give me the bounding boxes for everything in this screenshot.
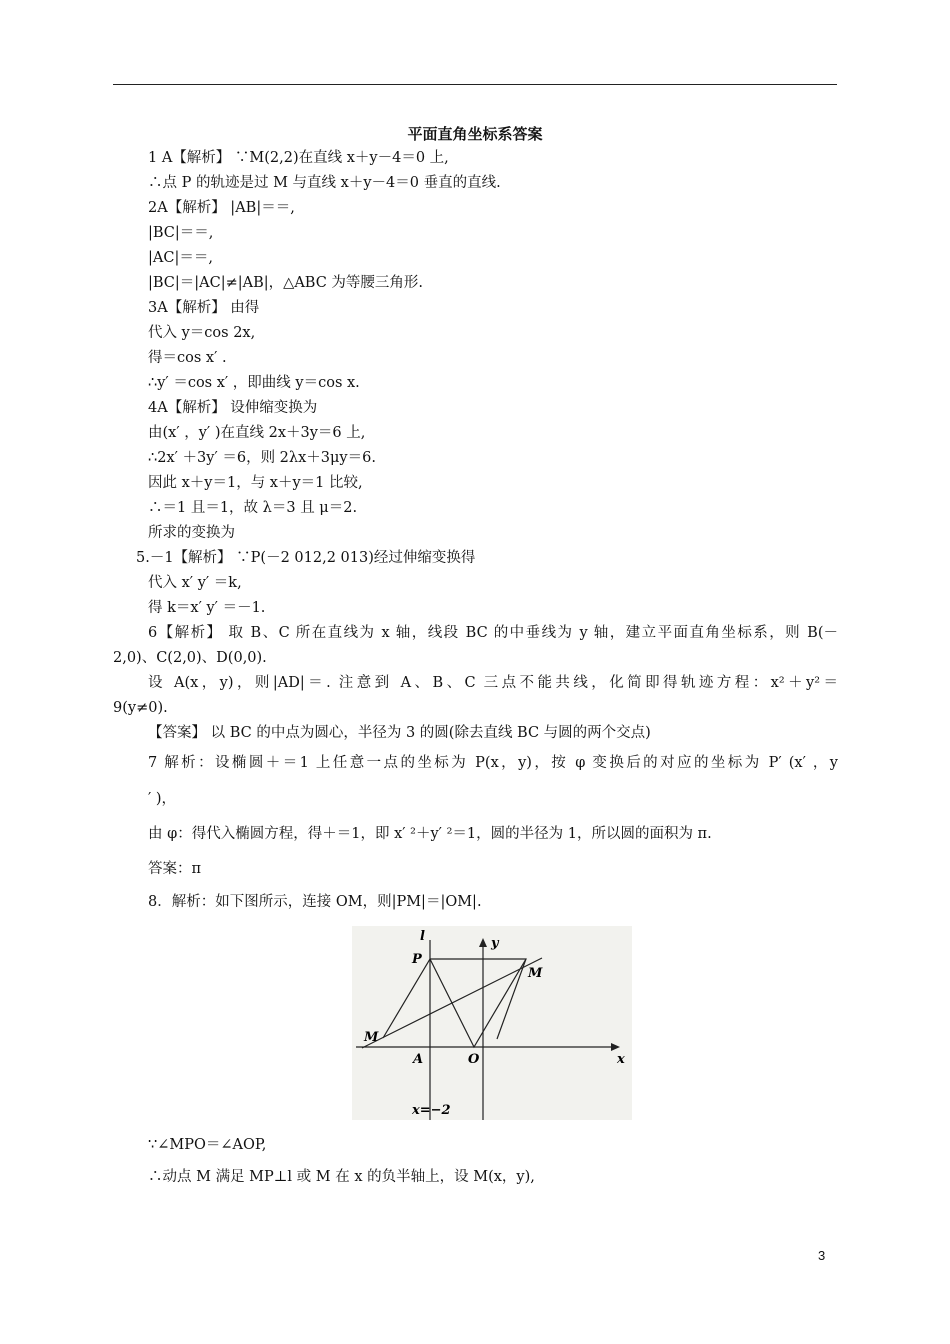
text-line: 4A【解析】 设伸缩变换为	[148, 400, 318, 416]
text-line: 答案：π	[148, 861, 202, 877]
label-x: x	[617, 1052, 625, 1067]
text-line: 因此 x＋y＝1，与 x＋y＝1 比较,	[148, 475, 363, 491]
text-line: 代入 y＝cos 2x,	[148, 325, 256, 341]
text-line: 9(y≠0).	[113, 700, 168, 716]
text-line: |BC|＝|AC|≠|AB|，△ABC 为等腰三角形.	[148, 275, 424, 291]
text-line: ∵∠MPO＝∠AOP,	[148, 1137, 267, 1153]
text-line: 2,0)、C(2,0)、D(0,0).	[113, 650, 267, 666]
text-line: 由 φ：得代入椭圆方程，得＋＝1，即 x′ ²＋y′ ²＝1，圆的半径为 1，所以圆的面积为 π.	[148, 826, 712, 842]
label-m-left: M	[364, 1030, 379, 1045]
text-line: ∴点 P 的轨迹是过 M 与直线 x＋y－4＝0 垂直的直线.	[148, 175, 501, 191]
label-m-right: M	[528, 966, 543, 981]
text-line: ∴动点 M 满足 MP⊥l 或 M 在 x 的负半轴上，设 M(x，y),	[148, 1169, 535, 1185]
page-number: 3	[818, 1248, 826, 1263]
text-line: ′ )，	[148, 791, 177, 807]
label-a: A	[413, 1052, 424, 1067]
label-o: O	[468, 1052, 480, 1067]
text-line: 所求的变换为	[148, 525, 235, 541]
text-line: 由(x′ ，y′ )在直线 2x＋3y＝6 上,	[148, 425, 366, 441]
geometry-figure	[352, 926, 632, 1120]
text-line: 5.－1【解析】 ∵P(－2 012,2 013)经过伸缩变换得	[136, 550, 476, 566]
label-y: y	[491, 936, 499, 951]
page-title: 平面直角坐标系答案	[407, 125, 543, 143]
label-p: P	[412, 952, 422, 967]
text-line: 代入 x′ y′ ＝k,	[148, 575, 242, 591]
text-line: |AC|＝＝,	[148, 250, 213, 266]
text-line: 7 解析：设椭圆＋＝1 上任意一点的坐标为 P(x，y)，按 φ 变换后的对应的坐标为 P′ (x′ ，y	[148, 755, 838, 771]
text-line: 1 A【解析】 ∵M(2,2)在直线 x＋y－4＝0 上,	[148, 150, 449, 166]
text-line: 得 k＝x′ y′ ＝－1.	[148, 600, 266, 616]
label-line-eq: x=−2	[412, 1103, 451, 1118]
text-line: 6【解析】 取 B、C 所在直线为 x 轴，线段 BC 的中垂线为 y 轴，建立平面直角坐标系，则 B(－	[148, 625, 838, 641]
text-line: ∴2x′ ＋3y′ ＝6，则 2λx＋3μy＝6.	[148, 450, 376, 466]
text-line: 8．解析：如下图所示，连接 OM，则|PM|＝|OM|.	[148, 894, 482, 910]
text-line: 2A【解析】 |AB|＝＝,	[148, 200, 295, 216]
text-line: ∴y′ ＝cos x′ ，即曲线 y＝cos x.	[148, 375, 360, 391]
header-rule	[113, 84, 837, 85]
text-line: 3A【解析】 由得	[148, 300, 260, 316]
text-line: 设 A(x，y)，则|AD|＝. 注意到 A、B、C 三点不能共线，化简即得轨迹方程：x²＋y²＝	[148, 675, 838, 691]
figure-background	[352, 926, 632, 1120]
text-line: ∴＝1 且＝1，故 λ＝3 且 μ＝2.	[148, 500, 358, 516]
label-l: l	[420, 929, 425, 944]
text-line: |BC|＝＝,	[148, 225, 214, 241]
text-line: 【答案】 以 BC 的中点为圆心，半径为 3 的圆(除去直线 BC 与圆的两个交点)	[148, 725, 651, 741]
text-line: 得＝cos x′ .	[148, 350, 227, 366]
